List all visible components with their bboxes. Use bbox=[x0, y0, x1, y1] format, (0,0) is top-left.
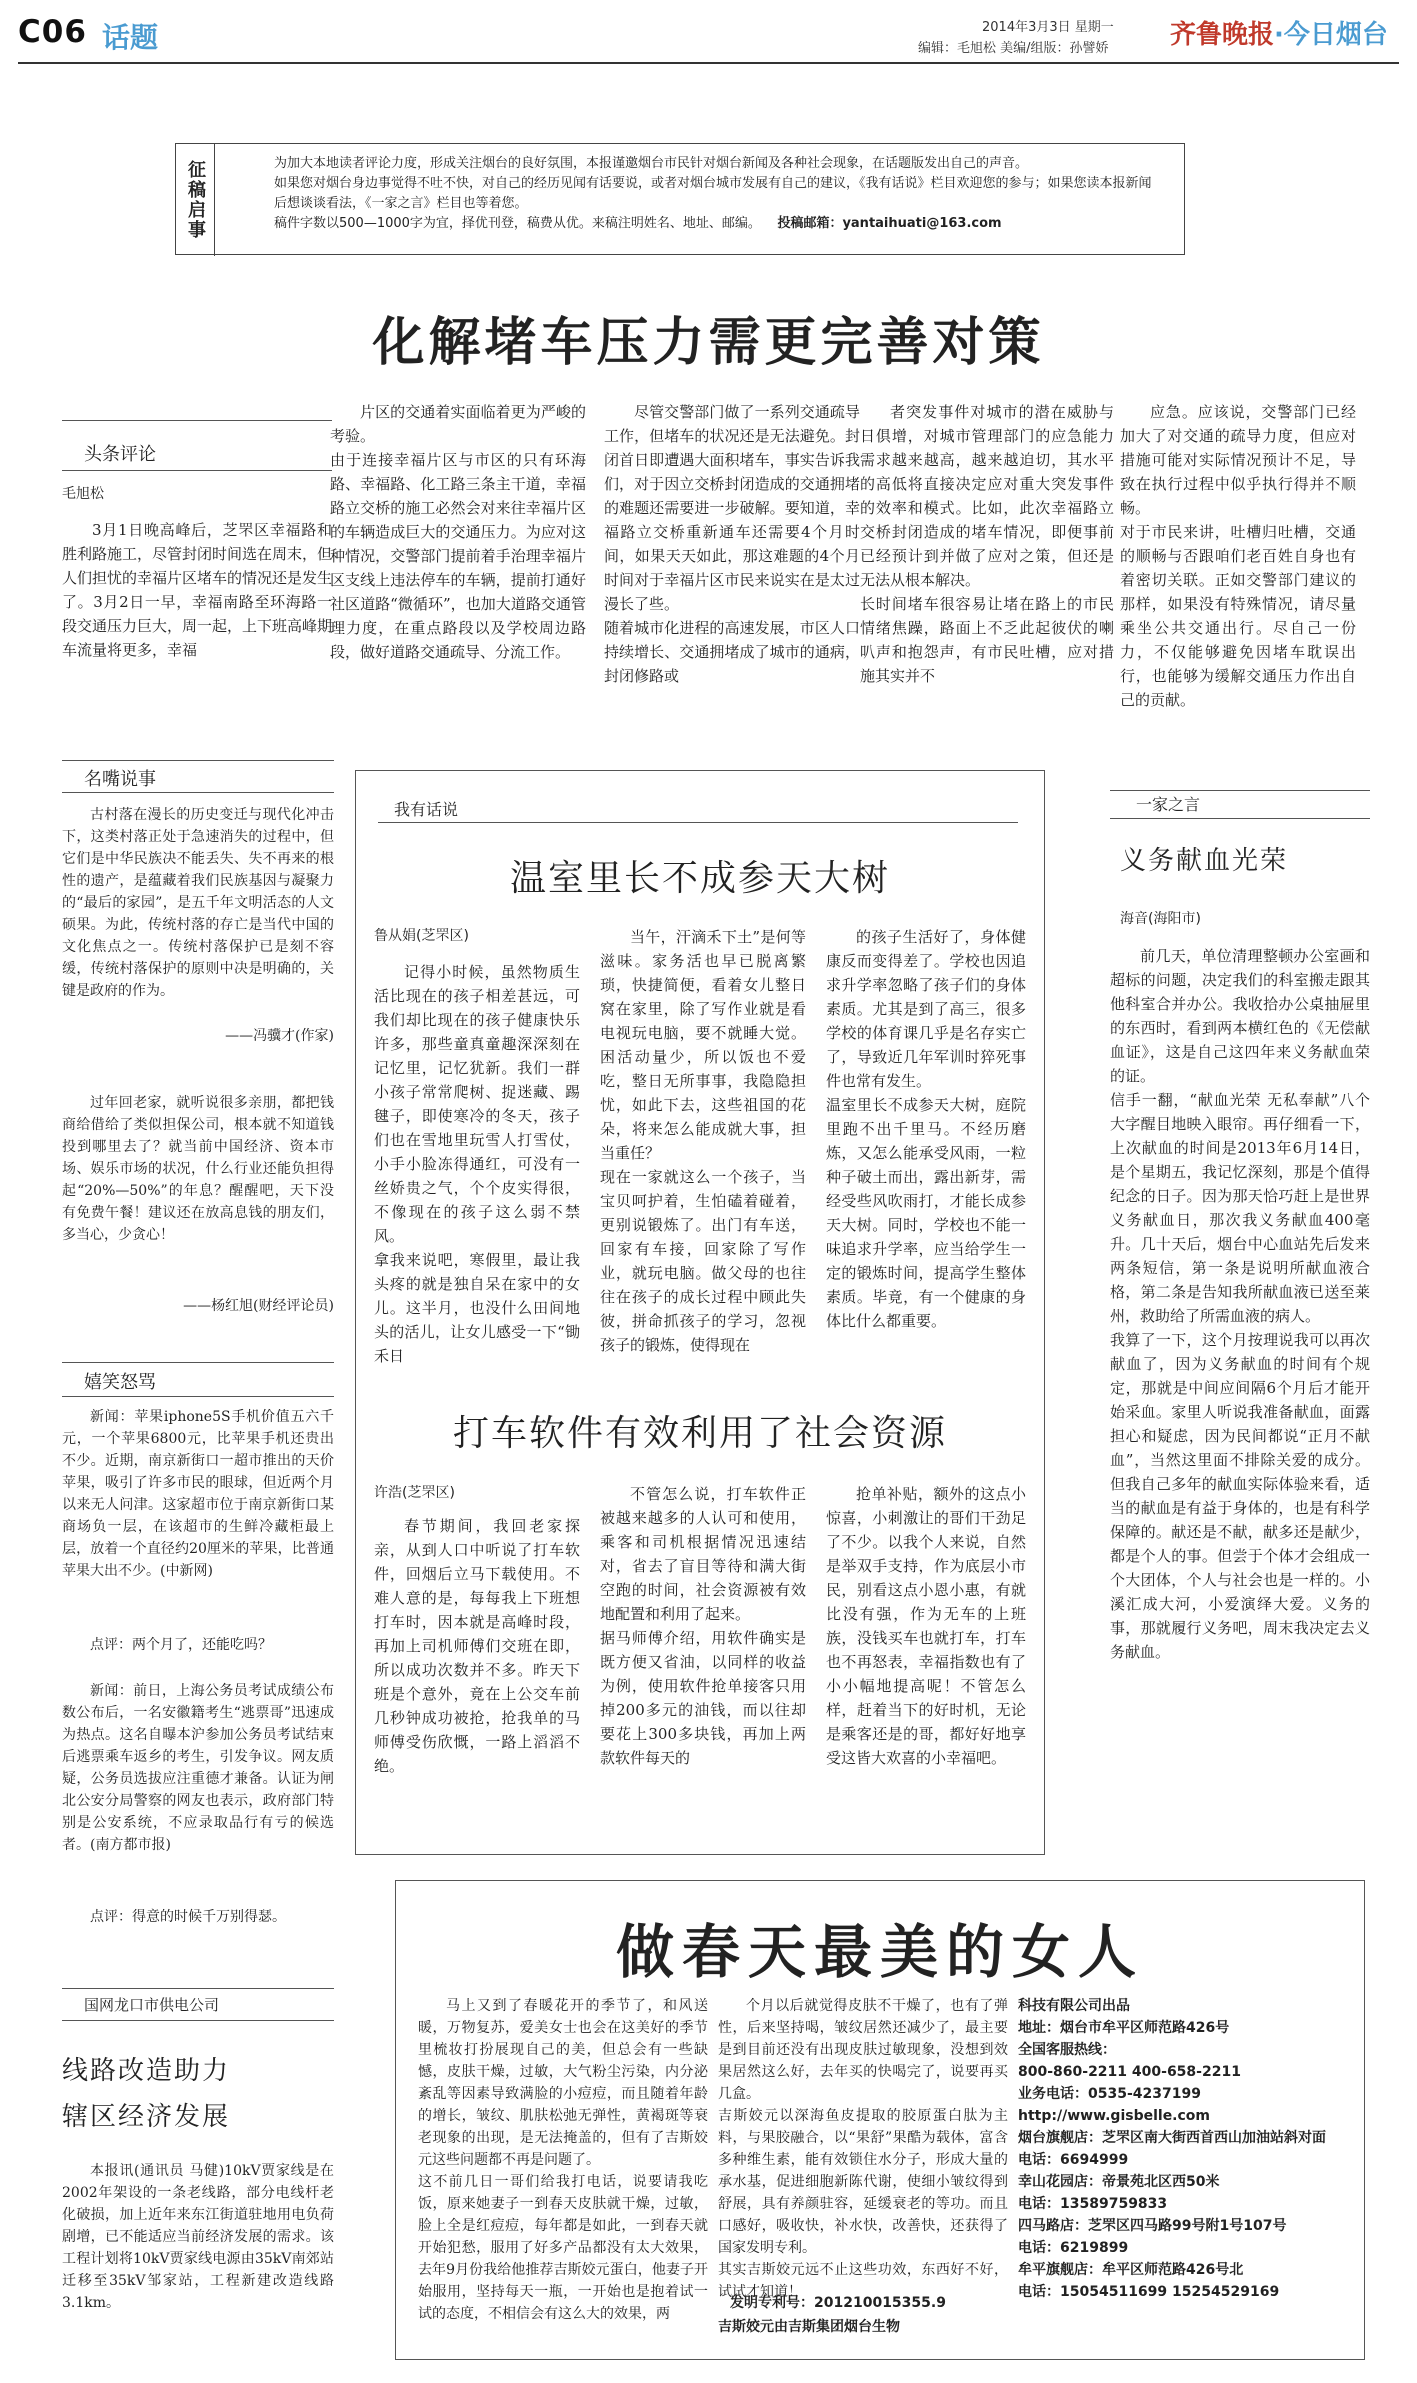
column-rule bbox=[1110, 818, 1370, 819]
xixiao-comment-2: 点评：得意的时候千万别得瑟。 bbox=[90, 1909, 286, 1925]
yijia-article: 前几天，单位清理整顿办公室画和超标的问题，决定我们的科室搬走跟其他科室合并办公。我收拾办公桌抽屉里的东西时，看到两本横红色的《无偿献血证》，这是自己这四年来义务献血荣的证。 信手一翻，“献血光荣 无私奉献”八个大字醒目地映入眼帘。再仔细看一下，上次献血的时间是2013年6月14日，是个星期五，我记忆深刻，那是个值得纪念的日子。因为那天恰巧赶上是世界义务献血日，那次我义务献血400毫升。几十天后，烟台中心血站先后发来两条短信，第一条是说明所献血液合格，第二条是告知我所献血液已送至莱州，救助给了所需血液的病人。 我算了一下，这个月按理说我可以再次献血了，因为义务献血的时间有个规定，那就是中间应间隔6个月后才能开始采血。家里人听说我准备献血，面露担心和疑虑，因为民间都说“正月不献血”，当然这里面不排除关爱的成分。但我自己多年的献血实际体验来看，适当的献血是有益于身体的，也是有科学保障的。献还是不献，献多还是献少，都是个人的事。但尝于个体才会组成一个大团体，个人与社会也是一样的。小溪汇成大河，小爱演绎大爱。义务的事，那就履行义务吧，周末我决定去义务献血。 bbox=[1110, 947, 1370, 1661]
ad-contact bbox=[1018, 1995, 1348, 2303]
header-rule bbox=[18, 62, 1399, 64]
col-label-xixiao: 嬉笑怒骂 bbox=[84, 1372, 156, 1393]
col-label-yijia: 一家之言 bbox=[1136, 795, 1201, 814]
ad-contact-line: 电话：15054511699 15254529169 bbox=[1018, 2284, 1280, 2300]
page-number: C06 bbox=[18, 14, 87, 50]
ad-contact-line: 幸山花园店：帝景苑北区西50米 bbox=[1018, 2174, 1220, 2190]
ad-col-2: 个月以后就觉得皮肤不干燥了，也有了弹性，后来坚持喝，皱纹居然还减少了，最主要是到目前还没有出现皮肤过敏现象，没想到效果居然这么好，去年买的快喝完了，说要再买几盒。 吉斯姣元以深海鱼皮提取的胶原蛋白肽为主料，与果胶融合，以“果舒”果酷为载体，富含多种维生素，能有效锁住水分子，形成大量的承水基，促进细胞新陈代谢，使细小皱纹得到舒展，具有养颜驻容，延缓衰老的等功。而且口感好，吸收快，补水快，改善快，还获得了国家发明专利。 其实吉斯姣元远不止这些功效，东西好不好，试试才知道！ bbox=[718, 1998, 1008, 2300]
column-rule bbox=[62, 420, 332, 421]
center-a1-col-1: 记得小时候，虽然物质生活比现在的孩子相差甚远，可我们却比现在的孩子健康快乐许多，那些童真童趣深深刻在记忆里，记忆犹新。我们一群小孩子常常爬树、捉迷藏、踢毽子，即使寒冷的冬天，孩子们也在雪地里玩雪人打雪仗，小手小脸冻得通红，可没有一丝娇贵之气，个个皮实得很，不像现在的孩子这么弱不禁风。 拿我来说吧，寒假里，最让我头疼的就是独自呆在家中的女儿。这半月，也没什么田间地头的活儿，让女儿感受一下“锄禾日 bbox=[374, 963, 580, 1365]
column-rule bbox=[62, 1362, 334, 1363]
xixiao-comment-1: 点评：两个月了，还能吃吗？ bbox=[90, 1637, 272, 1653]
ad-col-1: 马上又到了春暖花开的季节了，和风送暖，万物复苏，爱美女士也会在这美好的季节里梳妆打扮展现自己的美，但总会有一些缺憾，皮肤干燥，过敏，大气粉尘污染，内分泌紊乱等因素导致满脸的小痘痘，而且随着年龄的增长，皱纹、肌肤松弛无弹性，黄褐斑等衰老现象的出现，是无法掩盖的，但有了吉斯姣元这些问题都不再是问题了。 这不前几日一哥们给我打电话，说要请我吃饭，原来她妻子一到春天皮肤就干燥，过敏，脸上全是红痘痘，每年都是如此，一到春天就开始犯愁，服用了好多产品都没有太大效果，去年9月份我给他推荐吉斯姣元蛋白，他妻子开始服用，坚持每天一瓶，一开始也是抱着试一试的态度，不相信会有这么大的效果，两 bbox=[418, 1998, 708, 2322]
lead-col-3: 尽管交警部门做了一系列交通疏导工作，但堵车的状况还是无法避免。封闭首日即遭遇大面积堵车，事实告诉我们，对于因立交桥封闭造成的交通拥堵的难题还需要进一步破解。要知道，幸福路立交桥重新通车还需要4个月时间，如果天天如此，那这难题的4个月时间对于幸福片区市民来说实在是太过漫长了些。 随着城市化进程的高速发展，市区人口持续增长、交通拥堵成了城市的通病，封闭修路或 bbox=[604, 403, 860, 685]
lead-author: 毛旭松 bbox=[62, 486, 104, 502]
col-label-power: 国网龙口市供电公司 bbox=[84, 1996, 220, 2014]
column-rule bbox=[62, 792, 334, 793]
yijia-author: 海音(海阳市) bbox=[1120, 911, 1201, 927]
ad-website[interactable]: http://www.gisbelle.com bbox=[1018, 2108, 1211, 2124]
ad-contact-line: 四马路店：芝罘区四马路99号附1号107号 bbox=[1018, 2218, 1287, 2234]
ad-maker: 吉斯姣元由吉斯集团烟台生物 bbox=[718, 2319, 900, 2335]
ad-contact-line: 电话：13589759833 bbox=[1018, 2196, 1168, 2212]
notice-line: 为加大本地读者评论力度，形成关注烟台的良好氛围，本报谨邀烟台市民针对烟台新闻及各种社会现象，在话题版发出自己的声音。 bbox=[274, 156, 1029, 171]
lead-headline: 化解堵车压力需更完善对策 bbox=[372, 313, 1045, 373]
xixiao-news-1: 新闻：苹果iphone5S手机价值五六千元，一个苹果6800元，比苹果手机还贵出不少。近期，南京新街口一超市推出的天价苹果，吸引了许多市民的眼球，但近两个月以来无人问津。这家超市位于南京新街口某商场负一层，在该超市的生鲜冷藏柜最上层，放着一个直径约20厘米的苹果，比普通苹果大出不少。(中新网) bbox=[62, 1409, 334, 1579]
lead-col-4: 者突发事件对城市的潜在威胁与日俱增，对城市管理部门的应急能力需求越来越高，越来越迫切，其水平的高低将直接决定应对重大突发事件的效率和模式。比如，此次幸福路立交桥封闭造成的堵车情况，即便事前已经预计到并做了应对之策，但还是无法从根本解决。 长时间堵车很容易让堵在路上的市民情绪焦躁，路面上不乏此起彼伏的喇叭声和抱怨声，有市民吐槽，应对措施其实并不 bbox=[860, 403, 1114, 685]
notice-line: 稿件字数以500—1000字为宜，择优刊登，稿费从优。来稿注明姓名、地址、邮编。 投稿邮箱：yantaihuati@163.com bbox=[274, 216, 1002, 231]
ad-contact-line: 科技有限公司出品 bbox=[1018, 1998, 1130, 2014]
yijia-title: 义务献血光荣 bbox=[1120, 846, 1289, 876]
logo-main-text: 齐鲁晚报 bbox=[1170, 20, 1275, 50]
center-b-col-3: 抢单补贴，额外的这点小惊喜，小刺激让的哥们干劲足了不少。以我个人来说，自然是举双手支持，作为底层小市民，别看这点小恩小惠，有就比没有强，作为无车的上班族，没钱买车也就打车，打车也不再怒表，幸福指数也有了小小幅地提高呢！不管怎么样，赶着当下的好时机，无论是乘客还是的哥，都好好地享受这皆大欢喜的小幸福吧。 bbox=[826, 1485, 1026, 1767]
power-article: 本报讯(通讯员 马健)10kV贾家线是在2002年架设的一条老线路，部分电线杆老化破损，加上近年来东江街道驻地用电负荷剧增，已不能适应当前经济发展的需求。该工程计划将10kV贾家线电源由35kV南郊站迁移至35kV邹家站，工程新建改造线路3.1km。 bbox=[62, 2163, 334, 2311]
logo-sub-text: ·今日烟台 bbox=[1274, 20, 1388, 50]
column-rule bbox=[378, 822, 1018, 823]
notice-line: 如果您对烟台身边事觉得不吐不快，对自己的经历见闻有话要说，或者对烟台城市发展有自己的建议，《我有话说》栏目欢迎您的参与；如果您读本报新闻后想谈谈看法，《一家之言》栏目也等着您。 bbox=[274, 176, 1152, 211]
issue-date: 2014年3月3日 星期一 bbox=[982, 20, 1114, 35]
power-title-1: 线路改造助力 bbox=[62, 2056, 231, 2086]
ad-contact-line: 业务电话：0535-4237199 bbox=[1018, 2086, 1201, 2102]
column-rule bbox=[62, 760, 334, 761]
notice-body bbox=[274, 154, 1159, 234]
center-title-2: 打车软件有效利用了社会资源 bbox=[452, 1413, 947, 1454]
center-b-col-2: 不管怎么说，打车软件正被越来越多的人认可和使用，乘客和司机根据情况迅速结对，省去了盲目等待和满大街空跑的时间，社会资源被有效地配置和利用了起来。 据马师傅介绍，用软件确实是既方便又省油，以同样的收益为例，使用软件抢单接客只用掉200多元的油钱，而以往却要花上300多块钱，再加上两款软件每天的 bbox=[600, 1485, 806, 1767]
notice-email[interactable]: 投稿邮箱：yantaihuati@163.com bbox=[777, 216, 1002, 231]
column-rule bbox=[62, 1396, 334, 1397]
notice-tag: 征稿启事 bbox=[173, 144, 215, 256]
ad-contact-line: 地址：烟台市牟平区师范路426号 bbox=[1018, 2020, 1230, 2036]
power-title-2: 辖区经济发展 bbox=[62, 2102, 231, 2132]
center-a1-col-2: 当午，汗滴禾下土”是何等滋味。家务活也早已脱离繁琐，快捷简便，看着女儿整日窝在家里，除了写作业就是看电视玩电脑，要不就睡大觉。困活动量少，所以饭也不爱吃，整日无所事事，我隐隐担忧，如此下去，这些祖国的花朵，将来怎么能成就大事，担当重任？ 现在一家就这么一个孩子，当宝贝呵护着，生怕磕着碰着，更别说锻炼了。出门有车送，回家有车接，回家除了写作业，就玩电脑。做父母的也往往在孩子的成长过程中顾此失彼，拼命抓孩子的学习，忽视孩子的锻炼，使得现在 bbox=[600, 928, 806, 1354]
lead-column-label: 头条评论 bbox=[84, 444, 156, 465]
lead-col-5: 应急。应该说，交警部门已经加大了对交通的疏导力度，但应对措施可能对实际情况预计不足，导致在执行过程中似乎执行得并不顺畅。 对于市民来讲，吐槽归吐槽，交通的顺畅与否跟咱们老百姓自身也有着密切关联。正如交警部门建议的那样，如果没有特殊情况，请尽量乘坐公共交通出行。尽自己一份力，不仅能够避免因堵车耽误出行，也能够为缓解交通压力作出自己的贡献。 bbox=[1120, 403, 1356, 709]
masthead-logo bbox=[1170, 14, 1388, 51]
section-title: 话题 bbox=[102, 21, 159, 54]
lead-col-2: 片区的交通着实面临着更为严峻的考验。 由于连接幸福片区与市区的只有环海路、幸福路、化工路三条主干道，幸福路立交桥的施工必然会对来往幸福片区的车辆造成巨大的交通压力。为应对这种情况，交警部门提前着手治理幸福片区支线上违法停车的车辆，提前打通好社区道路“微循环”，也加大道路交通管理力度，在重点路段以及学校周边路段，做好道路交通疏导、分流工作。 bbox=[330, 403, 586, 661]
column-rule bbox=[62, 1988, 334, 1989]
column-rule bbox=[62, 470, 332, 471]
column-rule bbox=[62, 2020, 334, 2021]
col-label-wyhs: 我有话说 bbox=[394, 800, 459, 819]
ad-contact-line: 800-860-2211 400-658-2211 bbox=[1018, 2064, 1241, 2080]
ad-headline: 做春天最美的女人 bbox=[615, 1918, 1144, 1986]
ad-contact-line: 牟平旗舰店：牟平区师范路426号北 bbox=[1018, 2262, 1244, 2278]
call-for-submissions bbox=[175, 143, 1185, 255]
editor-credits: 编辑：毛旭松 美编/组版：孙譬娇 bbox=[918, 41, 1109, 56]
mingzui-quote-2: 过年回老家，就听说很多亲朋，都把钱商给借给了类似担保公司，根本就不知道钱投到哪里去了？就当前中国经济、资本市场、娱乐市场的状况，什么行业还能负担得起“20%—50%”的年息？醒醒吧，天下没有免费午餐！建议还在放高息钱的朋友们，多当心，少贪心！ bbox=[62, 1095, 334, 1243]
mingzui-sig-1: ——冯骥才(作家) bbox=[225, 1028, 334, 1044]
center-title-1: 温室里长不成参天大树 bbox=[509, 858, 890, 899]
ad-contact-line: 电话：6694999 bbox=[1018, 2152, 1129, 2168]
ad-contact-line: 全国客服热线： bbox=[1018, 2042, 1116, 2058]
ad-contact-line: 烟台旗舰店：芝罘区南大街西首西山加油站斜对面 bbox=[1018, 2130, 1326, 2146]
col-label-mingzui: 名嘴说事 bbox=[84, 769, 156, 790]
center-b-col-1: 春节期间，我回老家探亲，从到人口中听说了打车软件，回烟后立马下载使用。不难人意的是，每每我上下班想打车时，因本就是高峰时段，再加上司机师傅们交班在即，所以成功次数并不多。昨天下班是个意外，竟在上公交车前几秒钟成功被抢，抢我单的马师傅受伤欣慨，一路上滔滔不绝。 bbox=[374, 1517, 580, 1775]
mingzui-quote-1: 古村落在漫长的历史变迁与现代化冲击下，这类村落正处于急速消失的过程中，但它们是中华民族决不能丢失、失不再来的根性的遗产，是蕴藏着我们民族基因与凝聚力的“最后的家园”，是五千年文明活态的人文硕果。为此，传统村落的存亡是当代中国的文化焦点之一。传统村落保护已是刻不容缓，传统村落保护的原则中决是明确的，关键是政府的作为。 bbox=[62, 807, 334, 999]
center-a1-col-3: 的孩子生活好了，身体健康反而变得差了。学校也因追求升学率忽略了孩子们的身体素质。尤其是到了高三，很多学校的体育课几乎是名存实亡了，导致近几年军训时猝死事件也常有发生。 温室里长不成参天大树，庭院里跑不出千里马。不经历磨炼，又怎么能承受风雨，一粒种子破土而出，露出新芽，需经受些风吹雨打，才能长成参天大树。同时，学校也不能一味追求升学率，应当给学生一定的锻炼时间，提高学生整体素质。毕竟，有一个健康的身体比什么都重要。 bbox=[826, 928, 1026, 1330]
ad-patent: 发明专利号：201210015355.9 bbox=[730, 2295, 946, 2311]
lead-col-1: 3月1日晚高峰后，芝罘区幸福路和胜利路施工，尽管封闭时间选在周末，但人们担忧的幸福片区堵车的情况还是发生了。3月2日一早，幸福南路至环海路一段交通压力巨大，周一起，上下班高峰期车流量将更多，幸福 bbox=[62, 521, 333, 659]
xixiao-news-2: 新闻：前日，上海公务员考试成绩公布数公布后，一名安徽籍考生“逃票哥”迅速成为热点。这名自曝本沪参加公务员考试结束后逃票乘车返乡的考生，引发争议。网友质疑，公务员选拔应注重德才兼备。认证为闸北公安分局警察的网友也表示，政府部门特别是公安系统，不应录取品行有亏的候选者。(南方都市报) bbox=[62, 1683, 334, 1853]
ad-contact-line: 电话：6219899 bbox=[1018, 2240, 1129, 2256]
center-author-2: 许浩(芝罘区) bbox=[374, 1485, 455, 1501]
mingzui-sig-2: ——杨红旭(财经评论员) bbox=[183, 1298, 334, 1314]
center-author-1: 鲁从娟(芝罘区) bbox=[374, 928, 469, 944]
